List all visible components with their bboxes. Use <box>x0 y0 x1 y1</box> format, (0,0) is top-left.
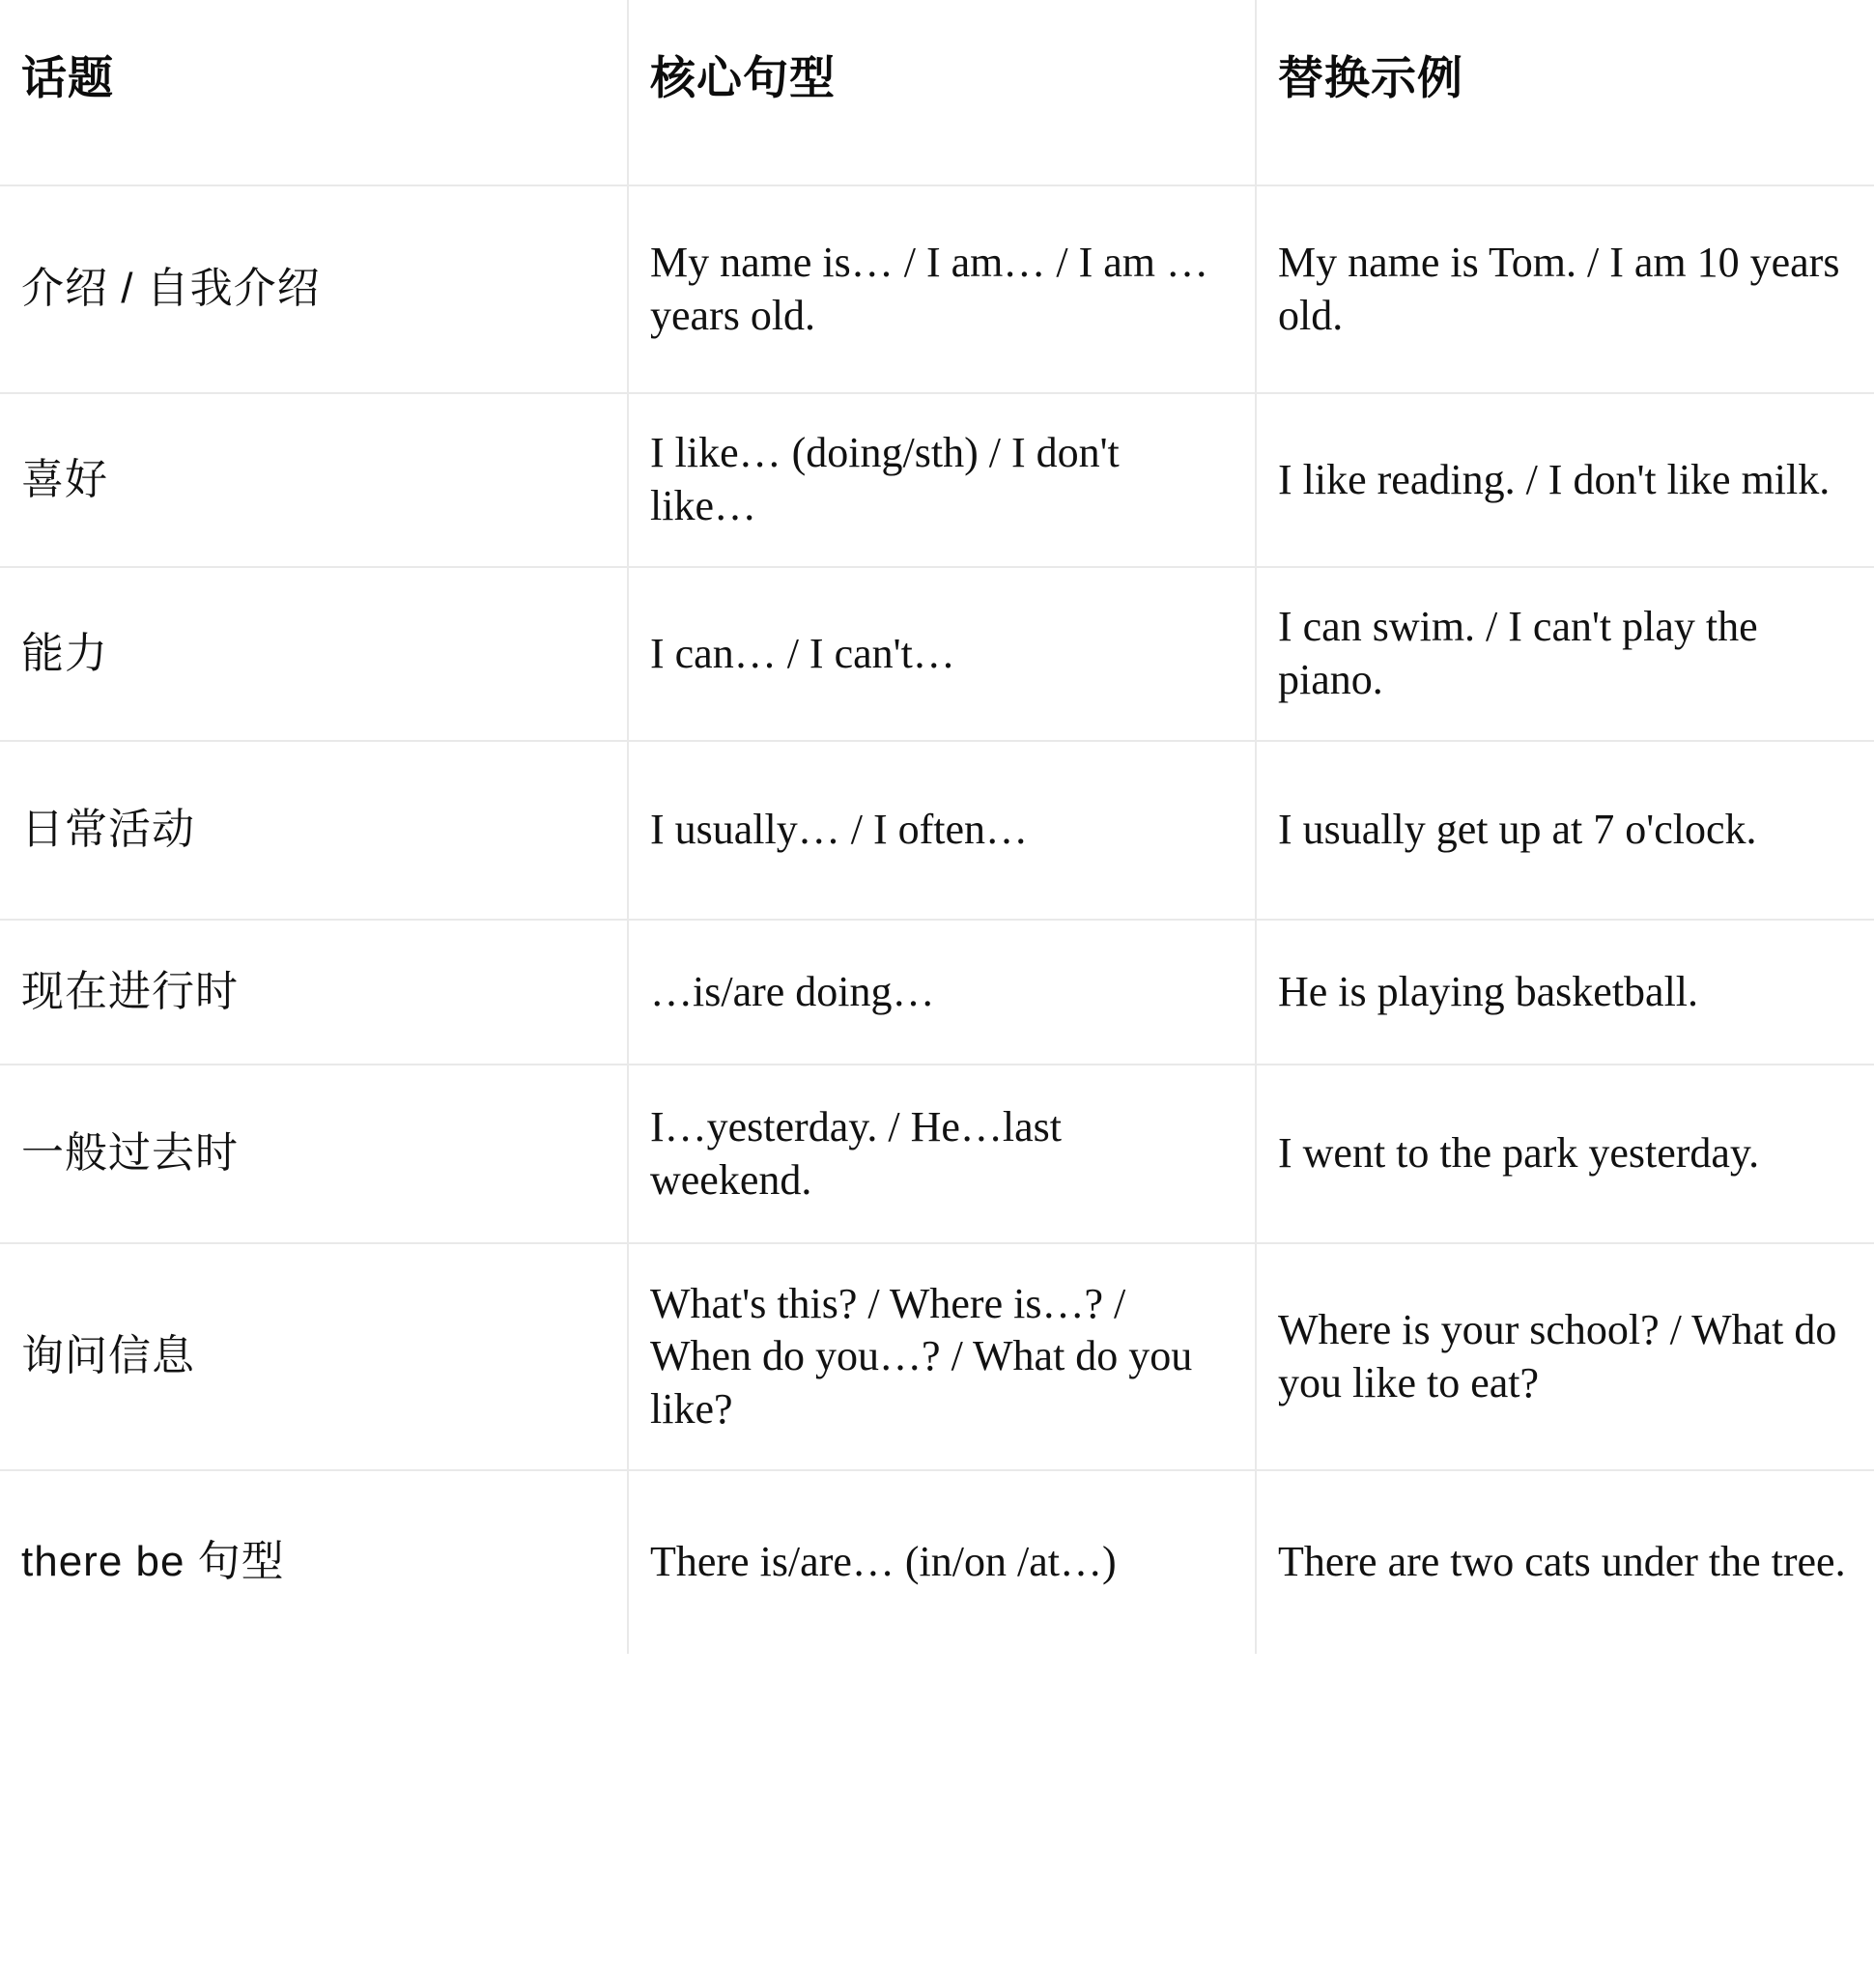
column-header-pattern: 核心句型 <box>628 0 1256 185</box>
cell-topic: there be 句型 <box>0 1470 628 1654</box>
cell-topic: 喜好 <box>0 393 628 567</box>
cell-example: I like reading. / I don't like milk. <box>1256 393 1874 567</box>
table-header <box>0 0 1874 185</box>
table-row <box>0 920 1874 1065</box>
cell-topic: 一般过去时 <box>0 1065 628 1243</box>
cell-pattern: There is/are… (in/on /at…) <box>628 1470 1256 1654</box>
table-row <box>0 567 1874 741</box>
cell-example: I can swim. / I can't play the piano. <box>1256 567 1874 741</box>
cell-example: My name is Tom. / I am 10 years old. <box>1256 185 1874 393</box>
cell-example: He is playing basketball. <box>1256 920 1874 1065</box>
column-header-example: 替换示例 <box>1256 0 1874 185</box>
table-row <box>0 1470 1874 1654</box>
cell-pattern: My name is… / I am… / I am … years old. <box>628 185 1256 393</box>
table-row <box>0 393 1874 567</box>
cell-pattern: …is/are doing… <box>628 920 1256 1065</box>
table-row <box>0 185 1874 393</box>
cell-topic: 日常活动 <box>0 741 628 920</box>
table-row <box>0 741 1874 920</box>
cell-example: There are two cats under the tree. <box>1278 1538 1846 1586</box>
table-body <box>0 185 1874 1654</box>
cell-example: Where is your school? / What do you like to eat? <box>1256 1243 1874 1470</box>
cell-pattern: I…yesterday. / He…last weekend. <box>628 1065 1256 1243</box>
cell-pattern: I usually… / I often… <box>628 741 1256 920</box>
column-header-topic: 话题 <box>0 0 628 185</box>
cell-example: I usually get up at 7 o'clock. <box>1256 741 1874 920</box>
cell-pattern: I can… / I can't… <box>628 567 1256 741</box>
cell-topic: 询问信息 <box>0 1243 628 1470</box>
cell-topic: 现在进行时 <box>0 920 628 1065</box>
cell-topic: 能力 <box>0 567 628 741</box>
cell-pattern: What's this? / Where is…? / When do you…? / What do you like? <box>628 1243 1256 1470</box>
table-header-row <box>0 0 1874 185</box>
table-row <box>0 1065 1874 1243</box>
cell-topic: 介绍 / 自我介绍 <box>0 185 628 393</box>
cell-pattern: I like… (doing/sth) / I don't like… <box>628 393 1256 567</box>
table-row <box>0 1243 1874 1470</box>
cell-example: I went to the park yesterday. <box>1256 1065 1874 1243</box>
